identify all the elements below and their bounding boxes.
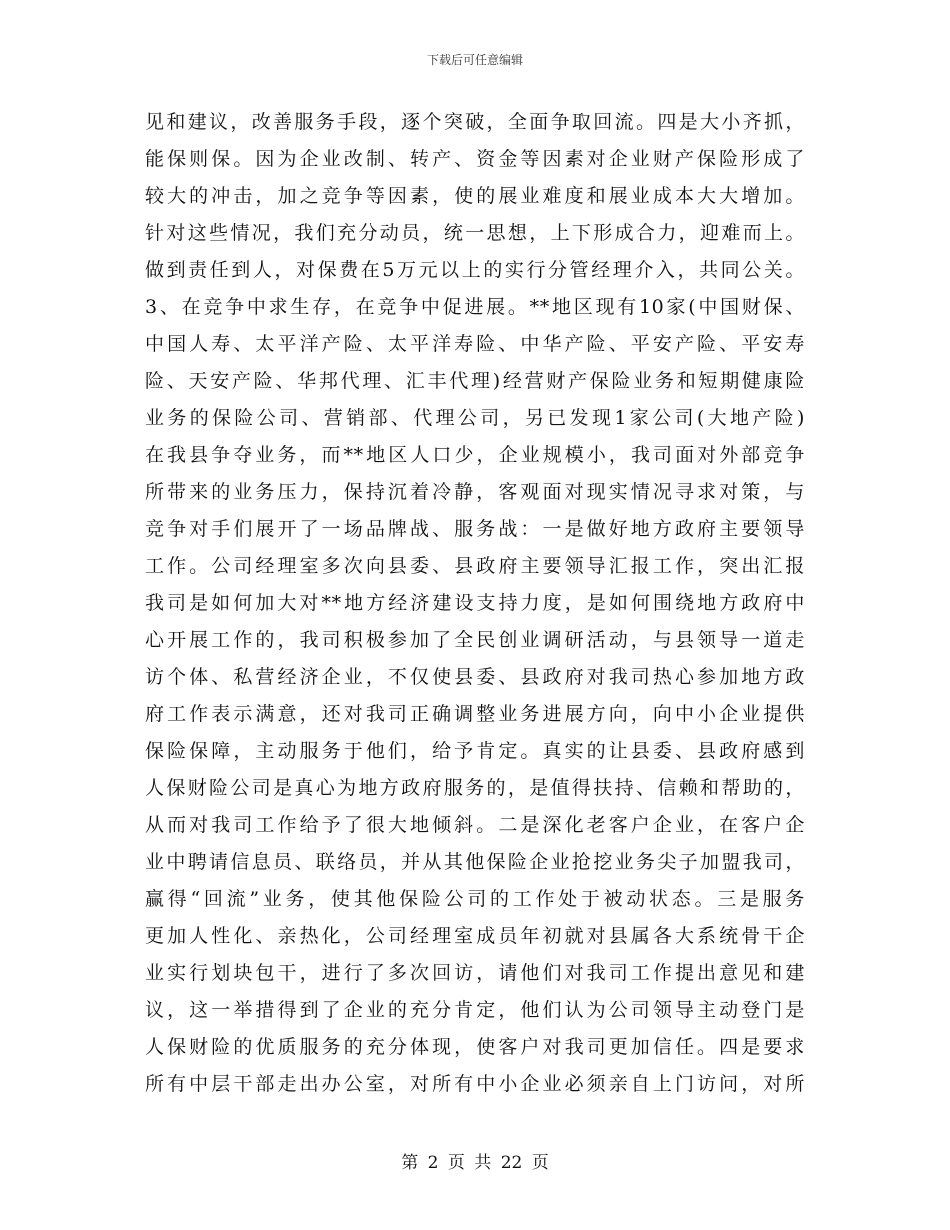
text-line: 工作。公司经理室多次向县委、县政府主要领导汇报工作，突出汇报 xyxy=(145,555,805,577)
text-line: 业中聘请信息员、联络员，并从其他保险企业抢挖业务尖子加盟我司， xyxy=(145,851,805,873)
text-line: 较大的冲击，加之竞争等因素，使的展业难度和展业成本大大增加。 xyxy=(145,185,805,207)
document-body xyxy=(145,104,805,1103)
text-line: 竞争对手们展开了一场品牌战、服务战：一是做好地方政府主要领导 xyxy=(145,518,805,540)
text-line: 能保则保。因为企业改制、转产、资金等因素对企业财产保险形成了 xyxy=(145,148,805,170)
text-line: 人保财险公司是真心为地方政府服务的，是值得扶持、信赖和帮助的， xyxy=(145,777,805,799)
text-line: 业务的保险公司、营销部、代理公司，另已发现1家公司(大地产险) xyxy=(145,407,805,429)
text-line: 访个体、私营经济企业，不仅使县委、县政府对我司热心参加地方政 xyxy=(145,666,805,688)
text-line: 3、在竞争中求生存，在竞争中促进展。**地区现有10家(中国财保、 xyxy=(145,296,805,318)
text-line: 针对这些情况，我们充分动员，统一思想，上下形成合力，迎难而上。 xyxy=(145,222,805,244)
text-line: 所带来的业务压力，保持沉着冷静，客观面对现实情况寻求对策，与 xyxy=(145,481,805,503)
text-line: 府工作表示满意，还对我司正确调整业务进展方向，向中小企业提供 xyxy=(145,703,805,725)
text-line: 见和建议，改善服务手段，逐个突破，全面争取回流。四是大小齐抓， xyxy=(145,111,805,133)
text-line: 做到责任到人，对保费在5万元以上的实行分管经理介入，共同公关。 xyxy=(145,259,805,281)
text-line: 我司是如何加大对**地方经济建设支持力度，是如何围绕地方政府中 xyxy=(145,592,805,614)
text-line: 人保财险的优质服务的充分体现，使客户对我司更加信任。四是要求 xyxy=(145,1036,805,1058)
text-line: 所有中层干部走出办公室，对所有中小企业必须亲自上门访问，对所 xyxy=(145,1073,805,1095)
text-line: 中国人寿、太平洋产险、太平洋寿险、中华产险、平安产险、平安寿 xyxy=(145,333,805,355)
text-line: 赢得“回流”业务，使其他保险公司的工作处于被动状态。三是服务 xyxy=(145,888,805,910)
page-header-note: 下载后可任意编辑 xyxy=(426,53,523,67)
text-line: 险、天安产险、华邦代理、汇丰代理)经营财产保险业务和短期健康险 xyxy=(145,370,805,392)
text-line: 议，这一举措得到了企业的充分肯定，他们认为公司领导主动登门是 xyxy=(145,999,805,1021)
page-number-footer: 第 2 页 共 22 页 xyxy=(401,1153,549,1173)
text-line: 更加人性化、亲热化，公司经理室成员年初就对县属各大系统骨干企 xyxy=(145,925,805,947)
text-line: 在我县争夺业务，而**地区人口少，企业规模小，我司面对外部竞争 xyxy=(145,444,805,466)
text-line: 业实行划块包干，进行了多次回访，请他们对我司工作提出意见和建 xyxy=(145,962,805,984)
text-line: 从而对我司工作给予了很大地倾斜。二是深化老客户企业，在客户企 xyxy=(145,814,805,836)
text-line: 保险保障，主动服务于他们，给予肯定。真实的让县委、县政府感到 xyxy=(145,740,805,762)
text-line: 心开展工作的，我司积极参加了全民创业调研活动，与县领导一道走 xyxy=(145,629,805,651)
